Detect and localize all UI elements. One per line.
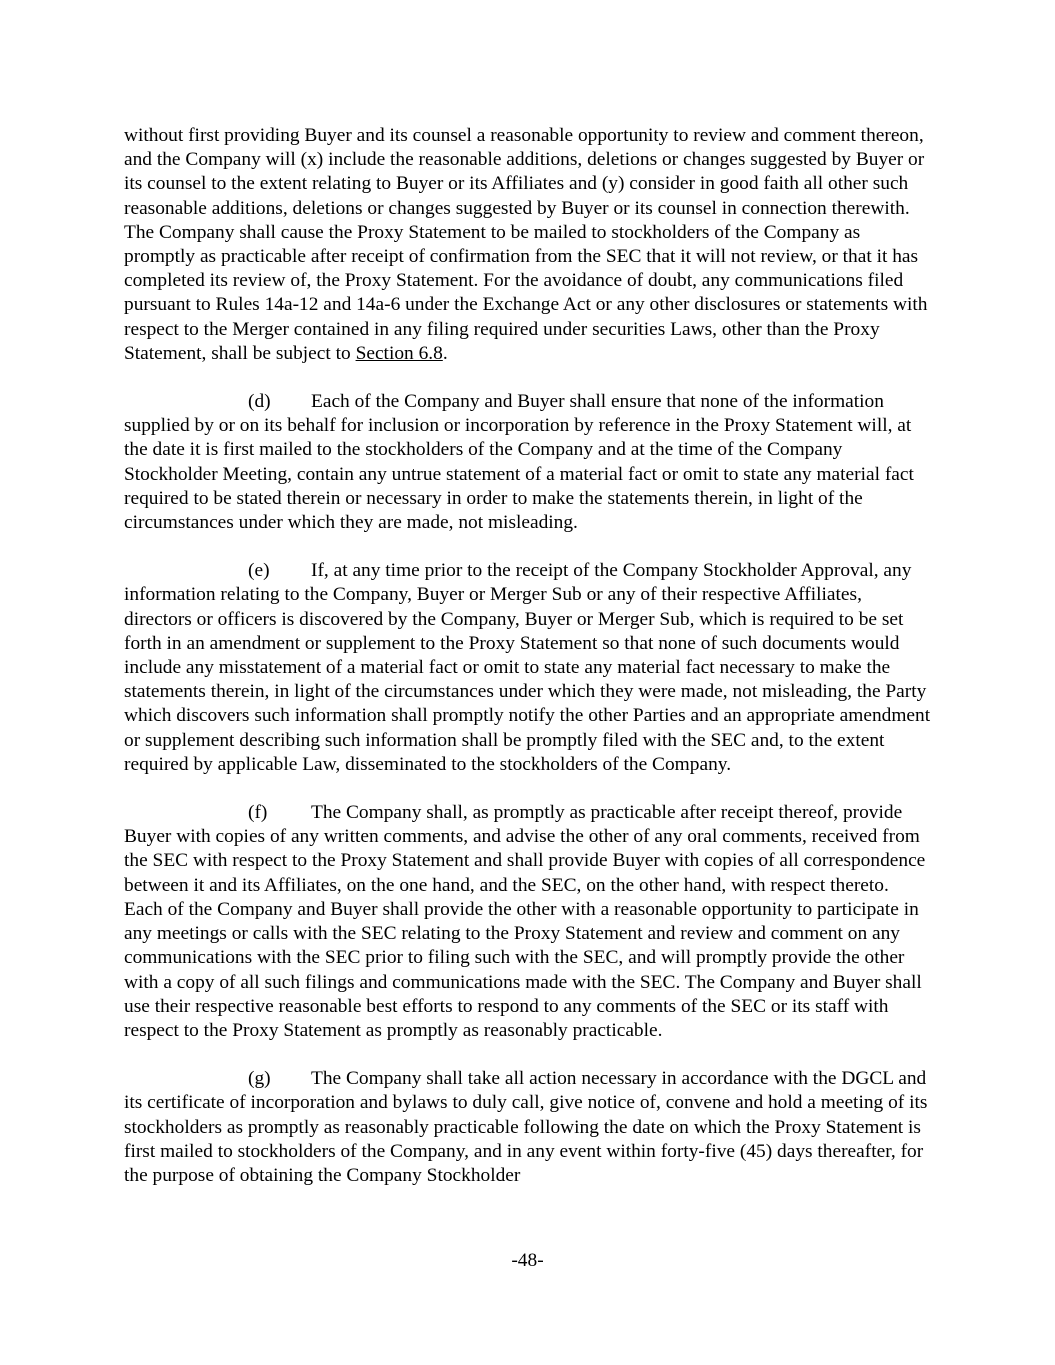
document-body [124, 124, 932, 1212]
paragraph-d-text: Each of the Company and Buyer shall ensure that none of the information supplied by or on its behalf for inclusion or incorporation by reference in the Proxy Statement will, at the date it is first mailed to the stockholders of the Company and at the time of the Company Stockholder Meeting, contain any untrue statement of a material fact or omit to state any material fact required to be stated therein or necessary in order to make the statements therein, in light of the circumstances under which they are made, not misleading. [124, 391, 914, 534]
paragraph-f-text: The Company shall, as promptly as practicable after receipt thereof, provide Buyer with copies of any written comments, and advise the other of any oral comments, received from the SEC with respect to the Proxy Statement and shall provide Buyer with copies of all correspondence between it and its Affiliates, on the one hand, and the SEC, on the other hand, with respect thereto. Each of the Company and Buyer shall provide the other with a reasonable opportunity to participate in any meetings or calls with the SEC relating to the Proxy Statement and review and comment on any communications with the SEC prior to filing such with the SEC, and will promptly provide the other with a copy of all such filings and communications made with the SEC. The Company and Buyer shall use their respective reasonable best efforts to respond to any comments of the SEC or its staff with respect to the Proxy Statement as promptly as reasonably practicable. [124, 802, 926, 1041]
paragraph-continuation-text: without first providing Buyer and its counsel a reasonable opportunity to review and comment thereon, and the Company will (x) include the reasonable additions, deletions or changes suggested by Buyer or its counsel to the extent relating to Buyer or its Affiliates and (y) consider in good faith all other such reasonable additions, deletions or changes suggested by Buyer or its counsel in connection therewith. The Company shall cause the Proxy Statement to be mailed to stockholders of the Company as promptly as practicable after receipt of confirmation from the SEC that it will not review, or that it has completed its review of, the Proxy Statement. For the avoidance of doubt, any communications filed pursuant to Rules 14a-12 and 14a-6 under the Exchange Act or any other disclosures or statements with respect to the Merger contained in any filing required under securities Laws, other than the Proxy Statement, shall be subject to [124, 125, 928, 364]
paragraph-e-text: If, at any time prior to the receipt of the Company Stockholder Approval, any information relating to the Company, Buyer or Merger Sub or any of their respective Affiliates, directors or officers is discovered by the Company, Buyer or Merger Sub, which is required to be set forth in an amendment or supplement to the Proxy Statement so that none of such documents would include any misstatement of a material fact or omit to state any material fact necessary to make the statements therein, in light of the circumstances under which they were made, not misleading, the Party which discovers such information shall promptly notify the other Parties and an appropriate amendment or supplement describing such information shall be promptly filed with the SEC and, to the extent required by applicable Law, disseminated to the stockholders of the Company. [124, 560, 931, 775]
paragraph-continuation [124, 124, 932, 366]
paragraph-d-label: (d) [248, 391, 271, 413]
paragraph-e [124, 559, 932, 777]
paragraph-f [124, 801, 932, 1043]
section-6-8-reference[interactable]: Section 6.8 [355, 342, 443, 364]
paragraph-g-text: The Company shall take all action necessary in accordance with the DGCL and its certificate of incorporation and bylaws to duly call, give notice of, convene and hold a meeting of its stockholders as promptly as reasonably practicable following the date on which the Proxy Statement is first mailed to stockholders of the Company, and in any event within forty-five (45) days thereafter, for the purpose of obtaining the Company Stockholder [124, 1068, 928, 1186]
page-number: -48- [511, 1250, 544, 1271]
paragraph-g [124, 1067, 932, 1188]
paragraph-e-label: (e) [248, 560, 270, 582]
paragraph-continuation-end: . [442, 342, 448, 364]
paragraph-g-label: (g) [248, 1068, 271, 1090]
paragraph-d [124, 390, 932, 535]
paragraph-f-label: (f) [248, 802, 268, 824]
